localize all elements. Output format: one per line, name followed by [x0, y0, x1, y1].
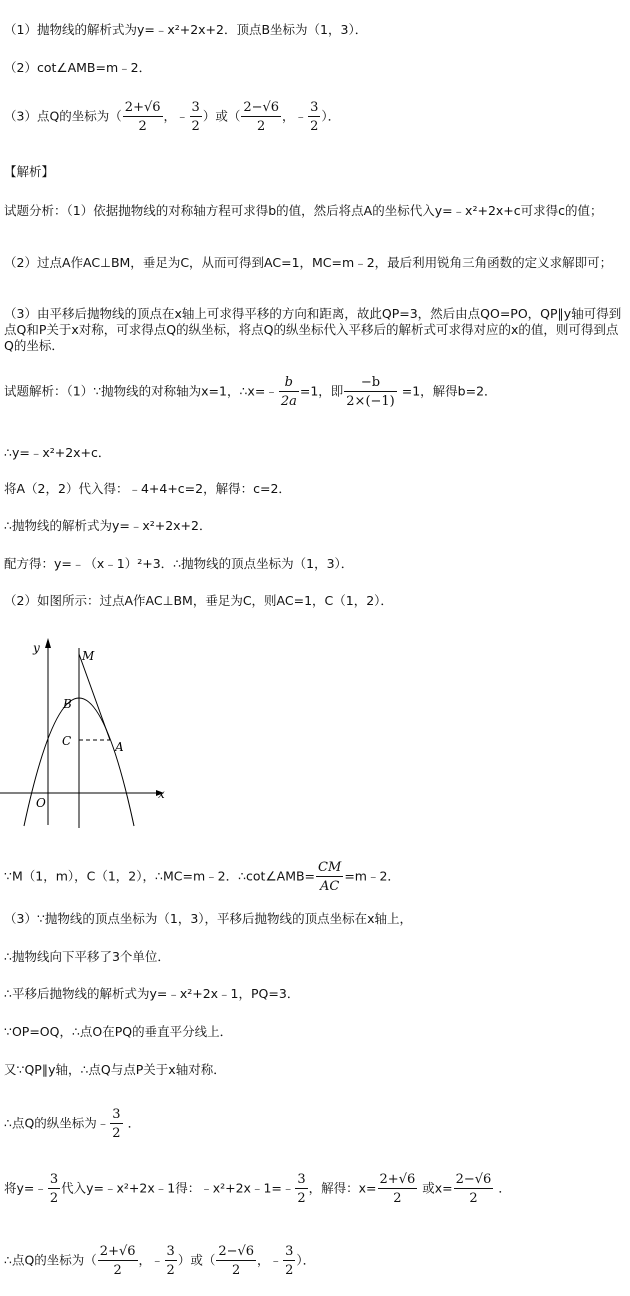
label-B: B	[63, 697, 72, 711]
fraction: $\frac{CM}{AC}$	[318, 860, 342, 894]
label-M: M	[82, 649, 95, 663]
fraction: $\frac{2+√6}{2}$	[379, 1172, 416, 1206]
analysis-1: 试题分析：（1）依据抛物线的对称轴方程可求得b的值，然后将点A的坐标代入y=﹣x²+2x+c可求得c的值；	[4, 203, 603, 218]
parabola-figure	[0, 630, 200, 830]
fraction: $\frac{2-√6}{2}$	[218, 1244, 255, 1278]
fraction: $\frac{3}{2}$	[191, 100, 200, 134]
solution-line-13: ∴点Q的纵坐标为﹣ $\frac{3}{2}$ ．	[4, 1107, 141, 1141]
solution-line-10: ∴平移后抛物线的解析式为y=﹣x²+2x﹣1，PQ=3．	[4, 986, 300, 1001]
solution-line-5: 配方得：y=﹣（x﹣1）²+3．∴抛物线的顶点坐标为（1，3）．	[4, 556, 354, 571]
solution-line-9: ∴抛物线向下平移了3个单位．	[4, 949, 170, 964]
answer-2: （2）cot∠AMB=m﹣2．	[4, 60, 152, 75]
solution-line-6: （2）如图所示：过点A作AC⊥BM，垂足为C，则AC=1，C（1，2）．	[4, 593, 393, 608]
solution-line-1: 试题解析：（1）∵抛物线的对称轴为x=1，∴x=﹣ $\frac{b}{2a}$ =1，即 $\frac{-b}{2\times(-1)}$ =1，解得b=2．	[4, 375, 497, 409]
fraction: $\frac{2+√6}{2}$	[99, 1244, 136, 1278]
solution-line-12: 又∵QP∥y轴，∴点Q与点P关于x轴对称．	[4, 1062, 226, 1077]
fraction: $\frac{3}{2}$	[310, 100, 319, 134]
label-C: C	[62, 734, 72, 748]
fraction: $\frac{-b}{2\times(-1)}$	[346, 375, 395, 409]
fraction: $\frac{3}{2}$	[112, 1107, 121, 1141]
fraction: $\frac{3}{2}$	[285, 1244, 294, 1278]
fraction: $\frac{b}{2a}$	[280, 375, 297, 409]
label-A: A	[115, 740, 124, 754]
label-y: y	[33, 641, 40, 655]
fraction: $\frac{3}{2}$	[297, 1172, 306, 1206]
solution-line-15: ∴点Q的坐标为（ $\frac{2+√6}{2}$ ，﹣ $\frac{3}{2}$ ）或（ $\frac{2-√6}{2}$ ，﹣ $\frac{3}{2}$ ）．	[4, 1244, 316, 1278]
solution-line-4: ∴抛物线的解析式为y=﹣x²+2x+2．	[4, 518, 212, 533]
answer-3: （3）点Q的坐标为（ $\frac{2+√6}{2}$ ，﹣ $\frac{3}{2}$ ）或（ $\frac{2-√6}{2}$ ，﹣ $\frac{3}{2}$ ）．	[4, 100, 341, 134]
analysis-2: （2）过点A作AC⊥BM，垂足为C，从而可得到AC=1，MC=m﹣2，最后利用锐角三角函数的定义求解即可；	[4, 255, 613, 270]
solution-line-14: 将y=﹣ $\frac{3}{2}$ 代入y=﹣x²+2x﹣1得：﹣x²+2x﹣1=﹣ $\frac{3}{2}$ ，解得：x= $\frac{2+√6}{2}$ 或x= $\frac{2-√6}{2}$ ．	[4, 1172, 511, 1206]
fraction: $\frac{2+√6}{2}$	[124, 100, 161, 134]
fraction: $\frac{2-√6}{2}$	[243, 100, 280, 134]
solution-line-8: （3）∵抛物线的顶点坐标为（1，3），平移后抛物线的顶点坐标在x轴上，	[4, 911, 412, 926]
fraction: $\frac{3}{2}$	[49, 1172, 59, 1206]
label-O: O	[36, 796, 46, 810]
answer-1: （1）抛物线的解析式为y=﹣x²+2x+2．顶点B坐标为（1，3）．	[4, 22, 368, 37]
fraction: $\frac{2-√6}{2}$	[455, 1172, 492, 1206]
solution-line-3: 将A（2，2）代入得：﹣4+4+c=2，解得：c=2．	[4, 481, 291, 496]
solution-line-2: ∴y=﹣x²+2x+c．	[4, 445, 111, 460]
label-x: x	[158, 787, 165, 801]
section-heading: 【解析】	[4, 164, 55, 179]
fraction: $\frac{3}{2}$	[166, 1244, 175, 1278]
solution-line-7: ∵M（1，m），C（1，2），∴MC=m﹣2．∴cot∠AMB= $\frac{CM}{AC}$ =m﹣2．	[4, 860, 400, 894]
solution-line-11: ∵OP=OQ，∴点O在PQ的垂直平分线上．	[4, 1024, 233, 1039]
analysis-3: （3）由平移后抛物线的顶点在x轴上可求得平移的方向和距离，故此QP=3，然后由点QO=PO，QP∥y轴可得到点Q和P关于x对称，可求得点Q的纵坐标，将点Q的纵坐标代入平移后的解析式可求得对应的x的值，则可得到点Q的坐标．	[4, 306, 622, 353]
